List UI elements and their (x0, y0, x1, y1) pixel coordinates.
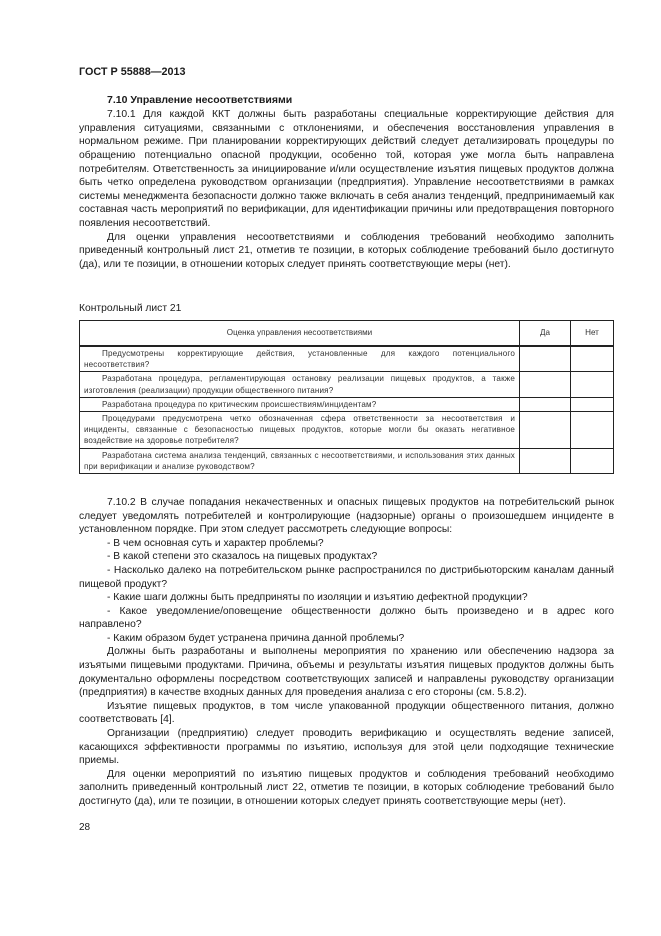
document-header: ГОСТ Р 55888—2013 (79, 66, 186, 78)
list-item: - В какой степени это сказалось на пищевых продуктах? (107, 551, 378, 563)
paragraph: Для оценки мероприятий по изъятию пищевых продуктов и соблюдения требований необходимо заполнить приведенный контрольный лист 22, отметив те позиции, в которых соблюдение требований было достигнуто (да), или те позиции, в отношении которых следует принять соответствующие меры (нет). (79, 768, 614, 807)
no-cell[interactable] (571, 448, 614, 473)
question-cell: Разработана система анализа тенденций, связанных с несоответствиями, и использования этих данных при верификации и анализе руководством? (80, 448, 520, 473)
list-item: - Каким образом будет устранена причина данной проблемы? (107, 632, 405, 644)
question-cell: Разработана процедура, регламентирующая остановку реализации пищевых продуктов, а также изготовления (реализации) продукции общественного питания? (80, 372, 520, 397)
document-page (79, 66, 614, 834)
list-item: - В чем основная суть и характер проблемы? (107, 537, 324, 549)
table-header-row (80, 320, 614, 346)
checklist-table (79, 320, 614, 474)
column-header-yes: Да (520, 320, 571, 346)
section-title: 7.10 Управление несоответствиями (107, 93, 293, 106)
question-cell: Предусмотрены корректирующие действия, установленные для каждого потенциального несоответствия? (80, 346, 520, 372)
yes-cell[interactable] (520, 372, 571, 397)
paragraph: Изъятие пищевых продуктов, в том числе упакованной продукции общественного питания, должно соответствовать [4]. (79, 700, 614, 726)
question-cell: Процедурами предусмотрена четко обозначенная сфера ответственности за несоответствия и инциденты, связанные с безопасностью пищевых продуктов, которые могли бы оказать негативное воздействие на здоровье потребителя? (80, 411, 520, 448)
paragraph: Должны быть разработаны и выполнены мероприятия по хранению или обеспечению надзора за изъятыми пищевыми продуктами. Причина, объемы и результаты изъятия пищевых продуктов должны быть документально оформлены посредством соответствующих записей и направлены руководству организации (предприятия) в качестве входных данных для проведения анализа с его стороны (см. 5.8.2). (79, 646, 614, 699)
no-cell[interactable] (571, 372, 614, 397)
page-number: 28 (79, 821, 91, 833)
paragraph: Организации (предприятию) следует проводить верификацию и осуществлять ведение записей, касающихся эффективности программы по изъятию, используя для этой цели подходящие технические приемы. (79, 728, 614, 767)
table-row (80, 411, 614, 448)
list-item: - Какое уведомление/оповещение общественности должно быть произведено и в адрес кого направлено? (79, 605, 614, 631)
column-header-no: Нет (571, 320, 614, 346)
yes-cell[interactable] (520, 448, 571, 473)
paragraph: 7.10.2 В случае попадания некачественных и опасных пищевых продуктов на потребительский рынок следует уведомлять потребителей и контролирующие (надзорные) органы о произошедшем инциденте в установленном порядке. При этом следует рассмотреть следующие вопросы: (79, 496, 614, 536)
checklist-caption: Контрольный лист 21 (79, 303, 182, 315)
table-row (80, 346, 614, 372)
list-item: - Какие шаги должны быть предприняты по изоляции и изъятию дефектной продукции? (107, 592, 528, 604)
no-cell[interactable] (571, 411, 614, 448)
table-row (80, 372, 614, 397)
no-cell[interactable] (571, 346, 614, 372)
no-cell[interactable] (571, 397, 614, 411)
list-item: - Насколько далеко на потребительском рынке распространился по дистрибьюторским каналам данный пищевой продукт? (79, 564, 614, 590)
table-row (80, 448, 614, 473)
yes-cell[interactable] (520, 346, 571, 372)
question-cell: Разработана процедура по критическим происшествиям/инцидентам? (80, 397, 520, 411)
paragraph: 7.10.1 Для каждой ККТ должны быть разработаны специальные корректирующие действия для управления ситуациями, связанными с отклонениями, и обеспечения восстановления управления в нормальном режиме. При планировании корректирующих действий следует детализировать процедуры по обращению потенциально опасной продукции, особенно той, которая уже могла быть направлена потребителям. Ответственность за инициирование и/или осуществление изъятия пищевых продуктов должна быть четко определена руководством организации (предприятия). Управление несоответствиями в рамках системы менеджмента безопасности должно также включать в себя анализ тенденций, предпринимаемый как составная часть мероприятий по верификации, для идентификации причины или предотвращения повторного появления несоответствий. (79, 109, 614, 229)
yes-cell[interactable] (520, 397, 571, 411)
paragraph: Для оценки управления несоответствиями и соблюдения требований необходимо заполнить приведенный контрольный лист 21, отметив те позиции, в которых соблюдение требований было достигнуто (да), или те позиции, в отношении которых следует принять соответствующие меры (нет). (79, 231, 614, 270)
column-header: Оценка управления несоответствиями (80, 320, 520, 346)
table-row (80, 397, 614, 411)
yes-cell[interactable] (520, 411, 571, 448)
